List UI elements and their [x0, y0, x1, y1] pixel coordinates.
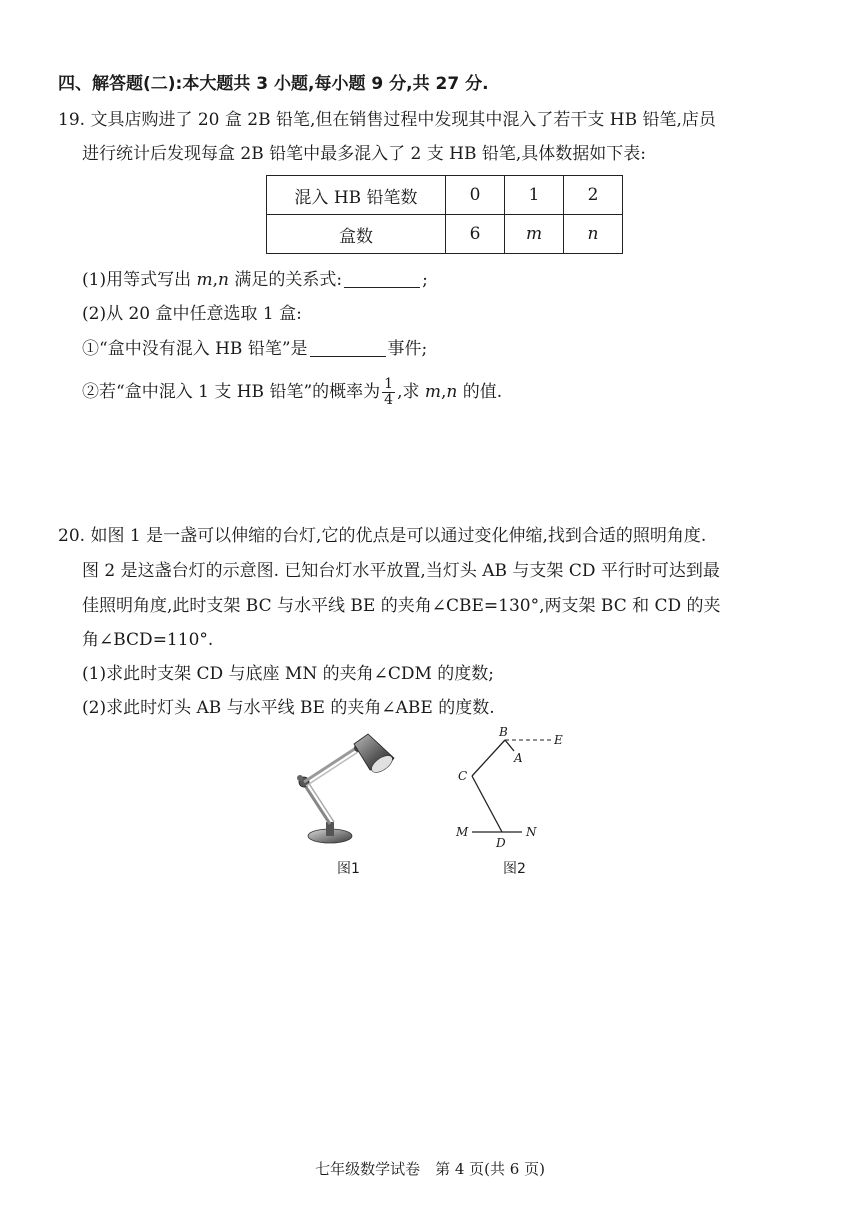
- label-D: D: [496, 836, 506, 850]
- text: ,: [212, 270, 219, 290]
- table-cell: n: [564, 215, 623, 254]
- var: n: [218, 270, 229, 290]
- text: 的值.: [457, 382, 503, 402]
- fraction: [382, 377, 395, 408]
- table-row: [267, 215, 623, 254]
- text: 事件;: [387, 339, 428, 359]
- q20-line1: 20. 如图 1 是一盏可以伸缩的台灯,它的优点是可以通过变化伸缩,找到合适的照明角度.: [58, 526, 707, 546]
- fig2-caption: 图2: [503, 861, 526, 877]
- table-row: [267, 176, 623, 215]
- table-cell: 2: [564, 176, 623, 215]
- page-footer: 七年级数学试卷 第 4 页(共 6 页): [315, 1160, 545, 1178]
- text: ,求: [397, 382, 425, 402]
- segment-BC: [472, 740, 505, 776]
- numerator: 1: [384, 376, 394, 392]
- table-cell: m: [505, 215, 564, 254]
- text: ;: [422, 270, 428, 290]
- q20-part1: (1)求此时支架 CD 与底座 MN 的夹角∠CDM 的度数;: [82, 664, 495, 684]
- text: (1)用等式写出: [82, 270, 197, 290]
- text: ,: [441, 382, 447, 402]
- q20-line3: 佳照明角度,此时支架 BC 与水平线 BE 的夹角∠CBE=130°,两支架 BC 和 CD 的夹: [82, 596, 721, 616]
- q19-line1: 19. 文具店购进了 20 盒 2B 铅笔,但在销售过程中发现其中混入了若干支 HB 铅笔,店员: [58, 110, 716, 130]
- table-cell: 6: [446, 215, 505, 254]
- var: m: [196, 270, 213, 290]
- table-cell: 盒数: [267, 215, 446, 254]
- label-B: B: [499, 725, 508, 739]
- text: ②若“盒中混入 1 支 HB 铅笔”的概率为: [82, 382, 381, 402]
- label-N: N: [526, 825, 537, 839]
- q20-line4: 角∠BCD=110°.: [82, 630, 214, 650]
- q20-line2: 图 2 是这盏台灯的示意图. 已知台灯水平放置,当灯头 AB 与支架 CD 平行时可达到最: [82, 561, 720, 581]
- answer-blank: [344, 269, 420, 288]
- lamp-diagram: [450, 722, 580, 852]
- table-cell: 0: [446, 176, 505, 215]
- label-A: A: [514, 751, 523, 765]
- fig1-caption: 图1: [337, 861, 360, 877]
- q19-table: [266, 175, 623, 254]
- desk-lamp-illustration: [290, 730, 402, 850]
- label-M: M: [456, 825, 469, 839]
- text: 满足的关系式:: [228, 270, 343, 290]
- label-C: C: [458, 769, 468, 783]
- table-cell: 混入 HB 铅笔数: [267, 176, 446, 215]
- denominator: 4: [384, 392, 394, 408]
- q19-part1: [82, 268, 428, 292]
- q19-part2: (2)从 20 盒中任意选取 1 盒:: [82, 304, 302, 324]
- text: ①“盒中没有混入 HB 铅笔”是: [82, 339, 308, 359]
- q19-sub2: [82, 377, 502, 408]
- q19-line2: 进行统计后发现每盒 2B 铅笔中最多混入了 2 支 HB 铅笔,具体数据如下表:: [82, 144, 646, 164]
- segment-CD: [472, 776, 502, 832]
- q19-sub1: [82, 337, 427, 361]
- var: m: [424, 382, 441, 402]
- label-E: E: [554, 733, 563, 747]
- segment-AB: [505, 740, 514, 751]
- var: n: [446, 382, 458, 402]
- table-cell: 1: [505, 176, 564, 215]
- section-title: 四、解答题(二):本大题共 3 小题,每小题 9 分,共 27 分.: [58, 74, 489, 94]
- answer-blank: [310, 338, 386, 357]
- q20-part2: (2)求此时灯头 AB 与水平线 BE 的夹角∠ABE 的度数.: [82, 698, 495, 718]
